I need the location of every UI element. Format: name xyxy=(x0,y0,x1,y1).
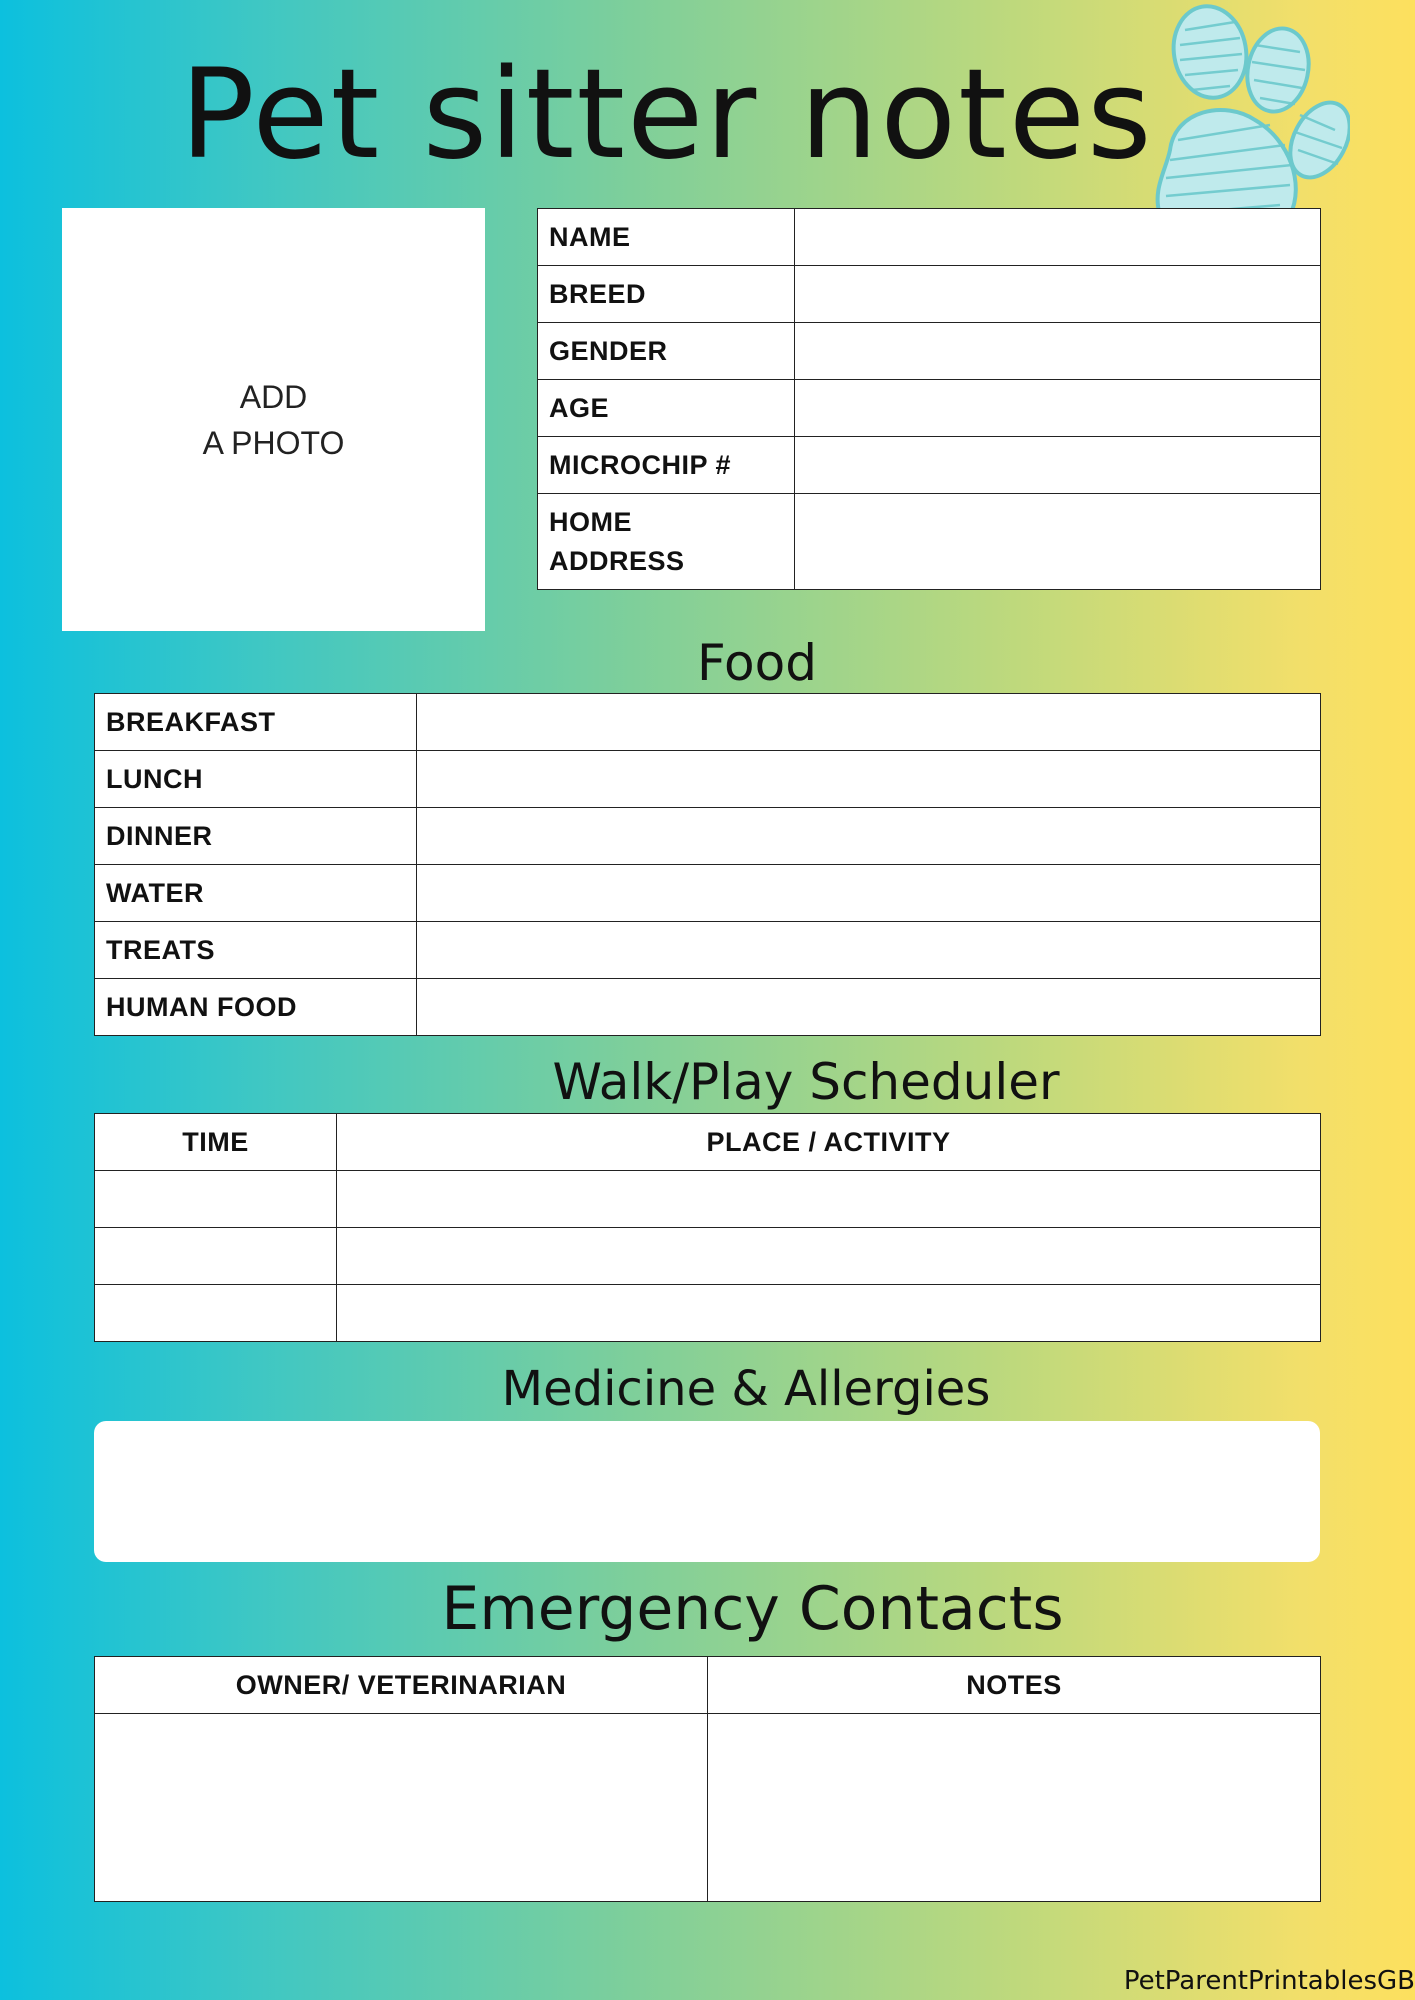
walk-place-field[interactable] xyxy=(337,1228,1321,1285)
pet-info-row-name xyxy=(538,209,1321,266)
photo-placeholder-line1: ADD xyxy=(239,378,308,415)
emergency-contacts-table xyxy=(94,1656,1321,1902)
emergency-col-owner: OWNER/ VETERINARIAN xyxy=(95,1657,708,1714)
pet-info-label: BREED xyxy=(538,266,795,323)
food-value-field[interactable] xyxy=(417,808,1321,865)
emergency-row xyxy=(95,1714,1321,1902)
emergency-col-notes: NOTES xyxy=(708,1657,1321,1714)
pet-info-value-field[interactable] xyxy=(795,209,1321,266)
food-row xyxy=(95,922,1321,979)
footer-credit: PetParentPrintablesGB xyxy=(1123,1966,1415,1996)
walk-time-field[interactable] xyxy=(95,1228,337,1285)
emergency-notes-field[interactable] xyxy=(708,1714,1321,1902)
food-value-field[interactable] xyxy=(417,979,1321,1036)
pet-info-row-home-address xyxy=(538,494,1321,590)
pet-info-label-line2: ADDRESS xyxy=(549,545,685,576)
pet-info-row-microchip xyxy=(538,437,1321,494)
photo-placeholder[interactable] xyxy=(62,208,485,631)
photo-placeholder-line2: A PHOTO xyxy=(202,424,345,461)
pet-info-row-gender xyxy=(538,323,1321,380)
food-table xyxy=(94,693,1321,1036)
pet-info-label: AGE xyxy=(538,380,795,437)
walk-section-title: Walk/Play Scheduler xyxy=(552,1053,1060,1111)
emergency-header-row xyxy=(95,1657,1321,1714)
food-value-field[interactable] xyxy=(417,922,1321,979)
food-label: DINNER xyxy=(95,808,417,865)
medicine-section-title: Medicine & Allergies xyxy=(501,1361,991,1417)
food-value-field[interactable] xyxy=(417,751,1321,808)
food-value-field[interactable] xyxy=(417,694,1321,751)
pet-info-value-field[interactable] xyxy=(795,266,1321,323)
walk-time-field[interactable] xyxy=(95,1285,337,1342)
food-label: TREATS xyxy=(95,922,417,979)
food-row xyxy=(95,865,1321,922)
walk-row xyxy=(95,1228,1321,1285)
walk-col-place: PLACE / ACTIVITY xyxy=(337,1114,1321,1171)
walk-col-time: TIME xyxy=(95,1114,337,1171)
pet-info-value-field[interactable] xyxy=(795,437,1321,494)
walk-row xyxy=(95,1285,1321,1342)
walk-time-field[interactable] xyxy=(95,1171,337,1228)
pet-info-label: GENDER xyxy=(538,323,795,380)
food-row xyxy=(95,979,1321,1036)
emergency-owner-field[interactable] xyxy=(95,1714,708,1902)
pet-info-label-line1: HOME xyxy=(549,506,632,537)
page-title: Pet sitter notes xyxy=(180,43,1154,187)
walk-row xyxy=(95,1171,1321,1228)
walk-header-row xyxy=(95,1114,1321,1171)
pet-info-row-breed xyxy=(538,266,1321,323)
food-label: WATER xyxy=(95,865,417,922)
food-label: BREAKFAST xyxy=(95,694,417,751)
walk-schedule-table xyxy=(94,1113,1321,1342)
pet-info-label xyxy=(538,494,795,590)
pet-info-label: NAME xyxy=(538,209,795,266)
pet-info-table xyxy=(537,208,1321,590)
walk-place-field[interactable] xyxy=(337,1171,1321,1228)
walk-place-field[interactable] xyxy=(337,1285,1321,1342)
food-row xyxy=(95,808,1321,865)
pet-info-row-age xyxy=(538,380,1321,437)
food-label: LUNCH xyxy=(95,751,417,808)
food-row xyxy=(95,751,1321,808)
emergency-section-title: Emergency Contacts xyxy=(441,1574,1064,1644)
pet-info-label: MICROCHIP # xyxy=(538,437,795,494)
medicine-allergies-box[interactable] xyxy=(94,1421,1320,1562)
food-section-title: Food xyxy=(697,634,817,692)
pet-info-value-field[interactable] xyxy=(795,494,1321,590)
pet-info-value-field[interactable] xyxy=(795,323,1321,380)
food-label: HUMAN FOOD xyxy=(95,979,417,1036)
food-value-field[interactable] xyxy=(417,865,1321,922)
pet-info-value-field[interactable] xyxy=(795,380,1321,437)
food-row xyxy=(95,694,1321,751)
